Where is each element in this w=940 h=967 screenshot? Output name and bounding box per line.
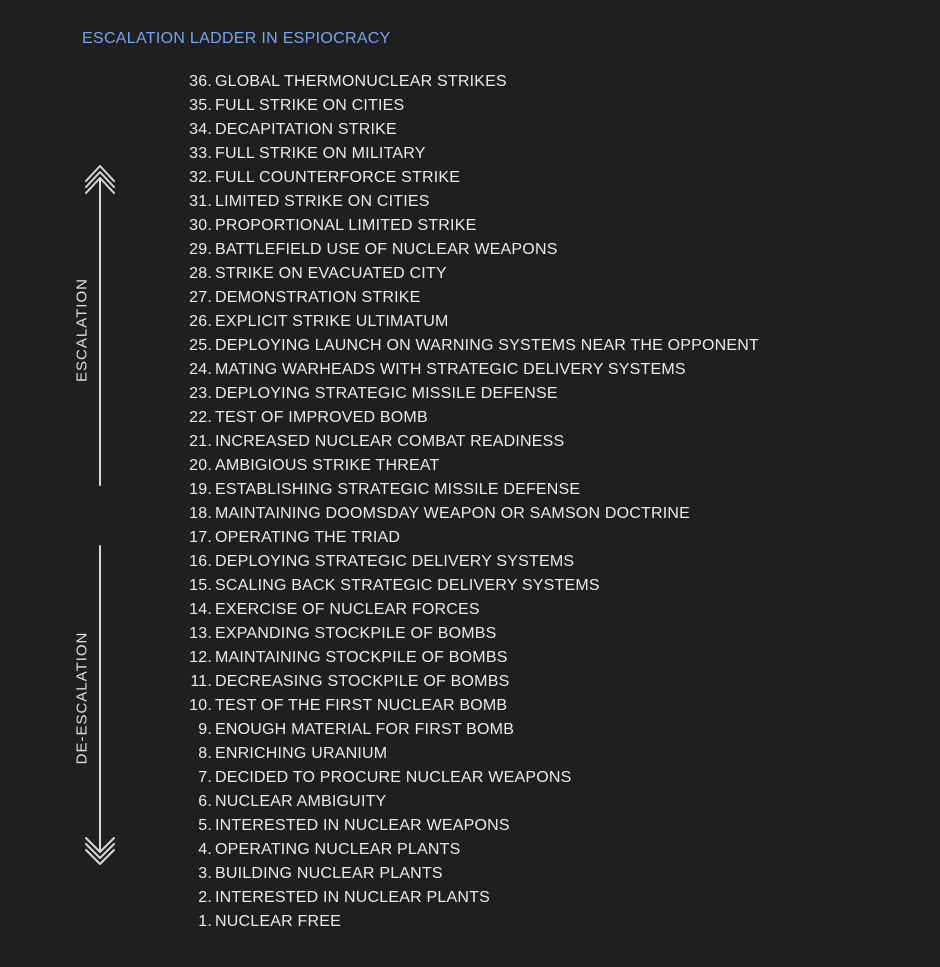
rung-label: AMBIGIOUS STRIKE THREAT [215,457,440,474]
diagram-title: ESCALATION LADDER IN ESPIOCRACY [82,30,391,47]
rung-label: TEST OF IMPROVED BOMB [215,409,428,426]
rung-number: 10. [189,697,212,714]
rung-label: LIMITED STRIKE ON CITIES [215,193,430,210]
ladder-rung [184,262,759,286]
rung-number: 22. [189,409,212,426]
rung-number: 16. [189,553,212,570]
ladder-rung [184,910,759,934]
rung-number: 33. [189,145,212,162]
rung-number: 2. [198,889,212,906]
rung-number: 36. [189,73,212,90]
rung-number: 25. [189,337,212,354]
ladder-rung [184,70,759,94]
de-escalation-label: DE-ESCALATION [73,631,91,765]
rung-label: SCALING BACK STRATEGIC DELIVERY SYSTEMS [215,577,600,594]
rung-number: 13. [189,625,212,642]
rung-number: 8. [198,745,212,762]
rung-number: 24. [189,361,212,378]
rung-label: MATING WARHEADS WITH STRATEGIC DELIVERY SYSTEMS [215,361,686,378]
rung-number: 30. [189,217,212,234]
rung-number: 15. [189,577,212,594]
rung-label: INTERESTED IN NUCLEAR PLANTS [215,889,490,906]
ladder-rung [184,214,759,238]
ladder-rung [184,334,759,358]
rung-label: BUILDING NUCLEAR PLANTS [215,865,443,882]
rung-label: INTERESTED IN NUCLEAR WEAPONS [215,817,510,834]
ladder-rung [184,382,759,406]
rung-number: 5. [198,817,212,834]
rung-number: 9. [198,721,212,738]
ladder-rung [184,670,759,694]
ladder-rung [184,166,759,190]
ladder-rung [184,694,759,718]
rung-label: FULL STRIKE ON MILITARY [215,145,426,162]
ladder-rung [184,478,759,502]
ladder-rung [184,766,759,790]
ladder-rungs-list [184,70,759,934]
rung-label: DECIDED TO PROCURE NUCLEAR WEAPONS [215,769,572,786]
rung-number: 17. [189,529,212,546]
rung-number: 32. [189,169,212,186]
rung-number: 29. [189,241,212,258]
rung-label: NUCLEAR FREE [215,913,341,930]
rung-label: OPERATING NUCLEAR PLANTS [215,841,461,858]
rung-label: DEPLOYING LAUNCH ON WARNING SYSTEMS NEAR THE OPPONENT [215,337,760,354]
rung-label: DEPLOYING STRATEGIC DELIVERY SYSTEMS [215,553,575,570]
ladder-rung [184,574,759,598]
rung-label: PROPORTIONAL LIMITED STRIKE [215,217,477,234]
rung-label: EXERCISE OF NUCLEAR FORCES [215,601,480,618]
rung-label: ENRICHING URANIUM [215,745,388,762]
ladder-rung [184,118,759,142]
rung-number: 6. [198,793,212,810]
ladder-rung [184,406,759,430]
rung-label: ESTABLISHING STRATEGIC MISSILE DEFENSE [215,481,581,498]
ladder-rung [184,94,759,118]
ladder-rung [184,838,759,862]
rung-number: 19. [189,481,212,498]
ladder-rung [184,718,759,742]
rung-label: NUCLEAR AMBIGUITY [215,793,387,810]
rung-label: INCREASED NUCLEAR COMBAT READINESS [215,433,565,450]
ladder-rung [184,814,759,838]
ladder-rung [184,430,759,454]
ladder-rung [184,622,759,646]
rung-number: 12. [189,649,212,666]
rung-number: 27. [189,289,212,306]
ladder-rung [184,190,759,214]
rung-label: ENOUGH MATERIAL FOR FIRST BOMB [215,721,515,738]
rung-number: 20. [189,457,212,474]
ladder-rung [184,142,759,166]
rung-label: STRIKE ON EVACUATED CITY [215,265,447,282]
rung-label: BATTLEFIELD USE OF NUCLEAR WEAPONS [215,241,558,258]
rung-label: DECAPITATION STRIKE [215,121,397,138]
rung-label: DECREASING STOCKPILE OF BOMBS [215,673,510,690]
rung-number: 1. [198,913,212,930]
rung-number: 34. [189,121,212,138]
ladder-rung [184,886,759,910]
rung-number: 4. [198,841,212,858]
rung-number: 7. [198,769,212,786]
rung-number: 11. [190,673,212,690]
ladder-rung [184,742,759,766]
ladder-rung [184,310,759,334]
ladder-rung [184,646,759,670]
ladder-rung [184,502,759,526]
ladder-rung [184,598,759,622]
rung-label: EXPLICIT STRIKE ULTIMATUM [215,313,449,330]
rung-label: GLOBAL THERMONUCLEAR STRIKES [215,73,507,90]
rung-number: 28. [189,265,212,282]
rung-label: FULL COUNTERFORCE STRIKE [215,169,461,186]
ladder-rung [184,238,759,262]
rung-number: 26. [189,313,212,330]
ladder-rung [184,790,759,814]
rung-label: DEMONSTRATION STRIKE [215,289,421,306]
rung-label: TEST OF THE FIRST NUCLEAR BOMB [215,697,508,714]
rung-label: DEPLOYING STRATEGIC MISSILE DEFENSE [215,385,558,402]
ladder-rung [184,526,759,550]
rung-number: 35. [189,97,212,114]
escalation-label: ESCALATION [73,278,91,382]
ladder-rung [184,286,759,310]
rung-number: 18. [189,505,212,522]
rung-label: EXPANDING STOCKPILE OF BOMBS [215,625,497,642]
rung-number: 21. [189,433,212,450]
rung-number: 14. [189,601,212,618]
rung-label: OPERATING THE TRIAD [215,529,401,546]
rung-label: MAINTAINING STOCKPILE OF BOMBS [215,649,508,666]
ladder-rung [184,454,759,478]
rung-label: FULL STRIKE ON CITIES [215,97,405,114]
ladder-rung [184,550,759,574]
rung-label: MAINTAINING DOOMSDAY WEAPON OR SAMSON DOCTRINE [215,505,691,522]
ladder-rung [184,358,759,382]
rung-number: 3. [198,865,212,882]
rung-number: 23. [189,385,212,402]
rung-number: 31. [189,193,212,210]
ladder-rung [184,862,759,886]
